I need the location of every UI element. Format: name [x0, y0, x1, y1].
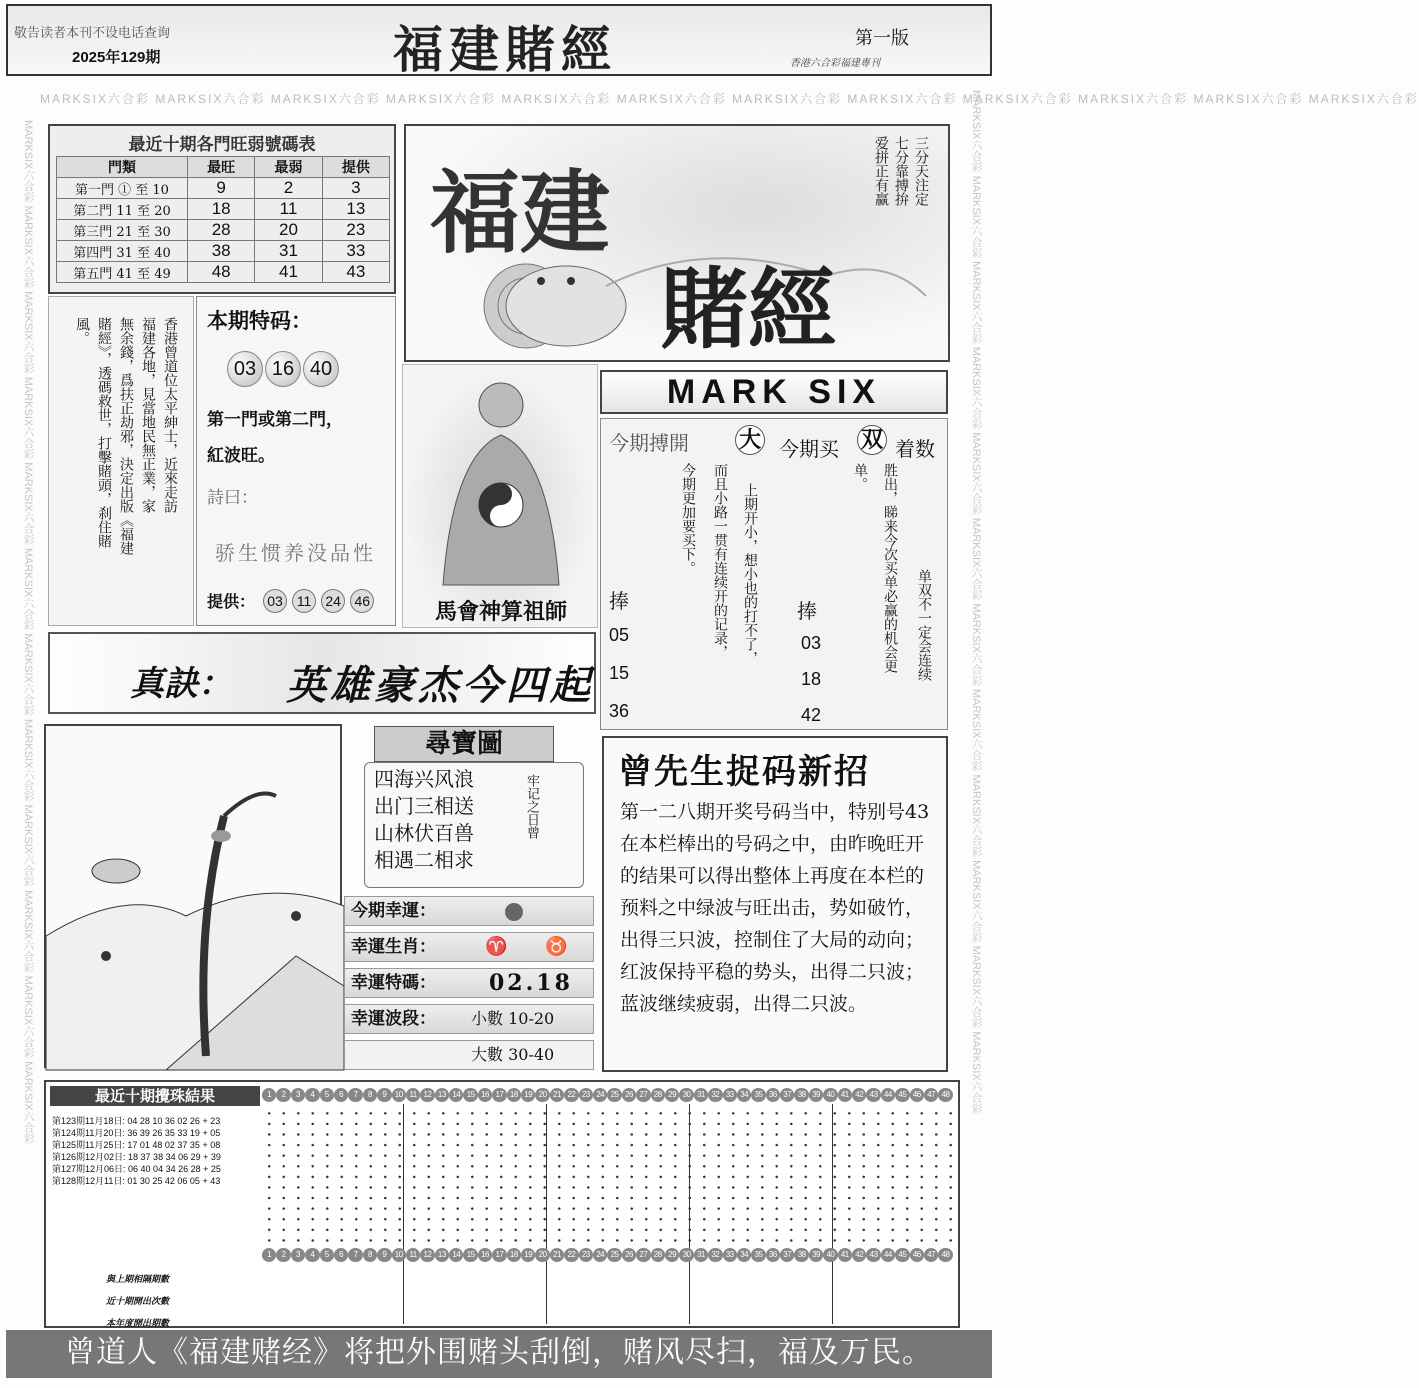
- treasure-title: 尋寶圖: [374, 726, 554, 762]
- number-circle: 8: [363, 1088, 377, 1102]
- number-circle: 34: [737, 1088, 751, 1102]
- number-circle: 37: [780, 1248, 794, 1262]
- number-circle: 25: [607, 1088, 621, 1102]
- number-circle: 22: [564, 1088, 578, 1102]
- number-circle: 4: [305, 1248, 319, 1262]
- cell-offer: 43: [322, 262, 389, 283]
- number-circle: 9: [377, 1248, 391, 1262]
- sage-figure: [403, 365, 599, 595]
- number-circle: 16: [478, 1248, 492, 1262]
- special-code-panel: [196, 296, 396, 626]
- draw-record: 第125期11月25日: 17 01 48 02 37 35 + 08: [52, 1140, 221, 1150]
- number-circle: 24: [593, 1088, 607, 1102]
- lucky-color-label: 今期幸運：: [351, 901, 436, 921]
- lucky-row: [344, 968, 594, 998]
- cell-type: 第三門 21 至 30: [57, 220, 188, 241]
- watermark-right: MARKSIX六合彩 MARKSIX六合彩 MARKSIX六合彩 MARKSIX六合彩 MARKSIX六合彩 MARKSIX六合彩 MARKSIX六合彩 MARKSIX六合彩 MARKSIX六合彩 MARKSIX六合彩 MARKSIX六合彩 MARKSIX六合彩: [970, 90, 982, 1114]
- table-row: [57, 199, 390, 220]
- draw-title: 最近十期攪珠結果: [50, 1086, 260, 1106]
- goat-icon: ♈: [485, 936, 508, 957]
- intro-line-3: 無余錢，爲扶正劫邪，決定出版《福建: [118, 317, 134, 555]
- poem-line: 山林伏百兽: [374, 821, 474, 845]
- header-hot: 最旺: [188, 157, 255, 178]
- mr-zeng-panel: [602, 736, 948, 1072]
- masthead-subtitle: 香港六合彩福建專刊: [790, 58, 880, 69]
- draw-record: 第127期12月06日: 06 40 04 34 26 28 + 25: [52, 1164, 221, 1174]
- cell-cold: 20: [255, 220, 322, 241]
- number-ball: 16: [265, 351, 301, 387]
- header-type: 門類: [57, 157, 188, 178]
- number-circle: 4: [305, 1088, 319, 1102]
- formula-label: 真訣：: [130, 664, 232, 704]
- number-circle: 33: [723, 1248, 737, 1262]
- number-circle: 36: [766, 1248, 780, 1262]
- number-circle: 31: [694, 1248, 708, 1262]
- edition-label: 第一版: [855, 28, 909, 49]
- draw-record: 第128期12月11日: 01 30 25 42 06 05 + 43: [52, 1176, 221, 1186]
- bet-even-num: 42: [801, 705, 822, 725]
- cell-offer: 33: [322, 241, 389, 262]
- number-circle: 9: [377, 1088, 391, 1102]
- landscape-illustration: [46, 726, 344, 1070]
- number-circle: 6: [334, 1088, 348, 1102]
- issue-number: 2025年129期: [72, 49, 161, 66]
- number-circle: 16: [478, 1088, 492, 1102]
- slogan-3: 爱拼正有赢: [873, 136, 889, 206]
- number-circle: 43: [866, 1088, 880, 1102]
- number-circle: 26: [622, 1088, 636, 1102]
- cell-offer: 13: [322, 199, 389, 220]
- number-circle: 30: [679, 1248, 693, 1262]
- number-circle: 18: [507, 1088, 521, 1102]
- number-circle: 44: [881, 1248, 895, 1262]
- draw-record: 第126期12月02日: 18 37 38 34 06 29 + 39: [52, 1152, 221, 1162]
- number-circle: 28: [651, 1248, 665, 1262]
- number-circle: 47: [924, 1248, 938, 1262]
- number-circle: 2: [276, 1248, 290, 1262]
- intro-line-5: 風。: [74, 317, 90, 345]
- number-circle: 7: [348, 1248, 362, 1262]
- lucky-panel: [344, 896, 594, 1068]
- number-circle: 41: [838, 1088, 852, 1102]
- grid-divider: [403, 1104, 404, 1324]
- footer-banner: 曾道人《福建赌经》将把外围赌头刮倒，赌风尽扫，福及万民。: [6, 1330, 992, 1378]
- treasure-map-panel: [344, 724, 594, 892]
- cell-hot: 28: [188, 220, 255, 241]
- number-circle: 24: [593, 1248, 607, 1262]
- number-circle: 42: [852, 1248, 866, 1262]
- draw-results-panel: [44, 1080, 960, 1328]
- number-circle: 30: [679, 1088, 693, 1102]
- poem-label: 詩曰：: [207, 488, 258, 508]
- cell-type: 第二門 11 至 20: [57, 199, 188, 220]
- bet-big-text-1: 上期开小，想小也的打不了，: [742, 483, 758, 665]
- offer-ball: 46: [350, 589, 374, 613]
- bet-big-num: 05: [609, 625, 630, 645]
- number-circle: 40: [823, 1088, 837, 1102]
- grid-divider: [832, 1104, 833, 1324]
- hot-cold-table: [48, 124, 396, 294]
- cell-cold: 31: [255, 241, 322, 262]
- number-ball: 03: [227, 351, 263, 387]
- number-circle: 29: [665, 1088, 679, 1102]
- number-circle: 33: [723, 1088, 737, 1102]
- cell-cold: 41: [255, 262, 322, 283]
- grid-divider: [689, 1104, 690, 1324]
- number-circle: 44: [881, 1088, 895, 1102]
- table-row: [57, 178, 390, 199]
- lucky-color-dot: [505, 903, 523, 921]
- big-mark: 大: [735, 425, 765, 455]
- bet-even-text-2: 单。: [852, 463, 868, 491]
- number-circle: 14: [449, 1248, 463, 1262]
- number-circle: 5: [320, 1088, 334, 1102]
- stat-label: 近十期開出次數: [106, 1297, 170, 1307]
- number-circle: 22: [564, 1248, 578, 1262]
- lucky-row: [344, 1040, 594, 1070]
- secret-formula-banner: [48, 632, 596, 714]
- sage-illustration: [402, 364, 598, 628]
- number-circle: 18: [507, 1248, 521, 1262]
- lucky-code-label: 幸運特碼：: [351, 973, 436, 993]
- formula-text: 英雄豪杰今四起: [286, 662, 594, 709]
- number-circle: 27: [636, 1248, 650, 1262]
- draw-record: 第124期11月20日: 36 39 26 35 33 19 + 05: [52, 1128, 221, 1138]
- poem-line: 出门三相送: [374, 794, 474, 818]
- number-circle: 40: [823, 1248, 837, 1262]
- number-header-bottom: [262, 1248, 953, 1264]
- bet-big-text-3: 今期更加要买下。: [680, 463, 696, 575]
- cell-cold: 2: [255, 178, 322, 199]
- bet-even-text-1: 单双不一定会连续: [916, 569, 932, 681]
- bet-even-title-b: 着数: [895, 437, 935, 461]
- special-title: 本期特码：: [207, 308, 312, 333]
- cell-offer: 3: [322, 178, 389, 199]
- number-circle: 3: [291, 1248, 305, 1262]
- offer-balls: [263, 589, 374, 613]
- number-circle: 5: [320, 1248, 334, 1262]
- draw-dot-grid: [262, 1108, 958, 1248]
- number-circle: 12: [420, 1088, 434, 1102]
- bet-even-title-a: 今期买: [779, 437, 839, 461]
- poem-line: 相遇二相求: [374, 848, 474, 872]
- header-cold: 最弱: [255, 157, 322, 178]
- lucky-range-small: 小數 10-20: [471, 1009, 555, 1028]
- table-title: 最近十期各門旺弱號碼表: [128, 135, 316, 155]
- intro-line-2: 福建各地，見當地民無正業，家: [140, 317, 156, 513]
- sage-caption: 馬會神算祖師: [434, 599, 567, 625]
- number-circle: 11: [406, 1248, 420, 1262]
- offer-label: 提供：: [207, 592, 256, 611]
- cell-hot: 9: [188, 178, 255, 199]
- even-mark: 双: [857, 425, 887, 455]
- lucky-zodiac-label: 幸運生肖：: [351, 937, 436, 957]
- bet-even-label: 捧: [797, 599, 817, 623]
- intro-line-1: 香港曾道位太平紳士，近來走訪: [162, 317, 178, 513]
- stat-label: 本年度開出期數: [106, 1319, 170, 1329]
- number-circle: 11: [406, 1088, 420, 1102]
- number-circle: 10: [392, 1248, 406, 1262]
- number-circle: 17: [492, 1248, 506, 1262]
- number-circle: 2: [276, 1088, 290, 1102]
- reader-notice: 敬告读者本刊不设电话查询: [14, 26, 171, 41]
- number-circle: 3: [291, 1088, 305, 1102]
- number-circle: 38: [794, 1088, 808, 1102]
- number-circle: 15: [463, 1248, 477, 1262]
- number-circle: 23: [579, 1248, 593, 1262]
- logo-text-fujian: 福建: [430, 160, 610, 266]
- logo-text-dujing: 賭經: [660, 257, 837, 361]
- poem-line: 四海兴风浪: [374, 767, 474, 791]
- number-circle: 34: [737, 1248, 751, 1262]
- offer-ball: 03: [263, 589, 287, 613]
- bets-panel: [600, 418, 948, 730]
- header-offer: 提供: [322, 157, 389, 178]
- number-circle: 19: [521, 1248, 535, 1262]
- cell-hot: 18: [188, 199, 255, 220]
- bet-big-num: 36: [609, 701, 630, 721]
- table-row: [57, 241, 390, 262]
- cell-offer: 23: [322, 220, 389, 241]
- number-ball: 40: [303, 351, 339, 387]
- lucky-row: [344, 896, 594, 926]
- number-table: [56, 156, 390, 283]
- number-circle: 39: [809, 1248, 823, 1262]
- bet-big-label: 捧: [609, 589, 629, 613]
- number-circle: 20: [535, 1088, 549, 1102]
- special-line-1: 第一門或第二門，: [207, 410, 343, 430]
- number-circle: 7: [348, 1088, 362, 1102]
- special-line-2: 紅波旺。: [207, 446, 275, 466]
- number-circle: 46: [910, 1248, 924, 1262]
- number-circle: 35: [751, 1088, 765, 1102]
- riddle-picture: [44, 724, 342, 1068]
- intro-column: [48, 296, 194, 626]
- number-circle: 20: [535, 1248, 549, 1262]
- table-row: [57, 220, 390, 241]
- number-circle: 25: [607, 1248, 621, 1262]
- marksix-logo: MARK SIX: [600, 370, 948, 414]
- number-circle: 41: [838, 1248, 852, 1262]
- number-circle: 42: [852, 1088, 866, 1102]
- number-circle: 45: [895, 1088, 909, 1102]
- draw-record: 第123期11月18日: 04 28 10 36 02 26 + 23: [52, 1116, 221, 1126]
- number-circle: 1: [262, 1088, 276, 1102]
- number-circle: 15: [463, 1088, 477, 1102]
- masthead-title: 福建賭經: [393, 20, 617, 79]
- cell-hot: 48: [188, 262, 255, 283]
- lucky-row: [344, 932, 594, 962]
- offer-ball: 11: [292, 589, 316, 613]
- grid-divider: [546, 1104, 547, 1324]
- number-circle: 6: [334, 1248, 348, 1262]
- lucky-range-big: 大數 30-40: [471, 1045, 555, 1064]
- number-circle: 27: [636, 1088, 650, 1102]
- cell-type: 第一門 ① 至 10: [57, 178, 188, 199]
- rooster-icon: ♉: [545, 936, 568, 957]
- cell-type: 第五門 41 至 49: [57, 262, 188, 283]
- stat-label: 與上期相隔期數: [106, 1275, 170, 1285]
- bet-big-title: 今期搏開: [609, 431, 689, 455]
- number-circle: 47: [924, 1088, 938, 1102]
- number-circle: 37: [780, 1088, 794, 1102]
- lucky-code-value: 02.18: [489, 970, 573, 996]
- bet-big-num: 15: [609, 663, 630, 683]
- zeng-body: 第一二八期开奖号码当中，特别号43在本栏棒出的号码之中，由昨晚旺开的结果可以得出整体上再度在本栏的预料之中绿波与旺出击，势如破竹，出得三只波，控制住了大局的动向；红波保持平稳的势头，出得二只波；蓝波继续疲弱，出得二只波。: [620, 801, 930, 1015]
- number-circle: 21: [550, 1248, 564, 1262]
- number-circle: 21: [550, 1088, 564, 1102]
- table-row: [57, 262, 390, 283]
- number-circle: 19: [521, 1088, 535, 1102]
- number-circle: 43: [866, 1248, 880, 1262]
- number-circle: 28: [651, 1088, 665, 1102]
- number-header-top: [262, 1088, 953, 1104]
- watermark-left: MARKSIX六合彩 MARKSIX六合彩 MARKSIX六合彩 MARKSIX六合彩 MARKSIX六合彩 MARKSIX六合彩 MARKSIX六合彩 MARKSIX六合彩 MARKSIX六合彩 MARKSIX六合彩 MARKSIX六合彩 MARKSIX六合彩: [22, 120, 34, 1144]
- number-circle: 48: [938, 1088, 952, 1102]
- number-circle: 32: [708, 1248, 722, 1262]
- number-circle: 46: [910, 1088, 924, 1102]
- bet-even-num: 18: [801, 669, 822, 689]
- number-circle: 26: [622, 1248, 636, 1262]
- number-circle: 13: [435, 1248, 449, 1262]
- number-circle: 38: [794, 1248, 808, 1262]
- watermark-strip: MARKSIX六合彩 MARKSIX六合彩 MARKSIX六合彩 MARKSIX六合彩 MARKSIX六合彩 MARKSIX六合彩 MARKSIX六合彩 MARKSIX六合彩 MARKSIX六合彩 MARKSIX六合彩 MARKSIX六合彩 MARKSIX六合彩: [40, 92, 1419, 106]
- treasure-poem: [374, 766, 474, 874]
- poem-text: 骄生惯养没品性: [215, 541, 376, 565]
- number-circle: 36: [766, 1088, 780, 1102]
- slogan-2: 七分靠搏拚: [893, 136, 909, 206]
- lucky-row: [344, 1004, 594, 1034]
- number-circle: 32: [708, 1088, 722, 1102]
- special-balls: [227, 351, 341, 387]
- offer-ball: 24: [321, 589, 345, 613]
- number-circle: 48: [938, 1248, 952, 1262]
- treasure-note: 牢记之日曾: [524, 774, 539, 839]
- bet-even-text-3: 胜出，睇来今次买单必赢的机会更: [882, 463, 898, 673]
- number-circle: 14: [449, 1088, 463, 1102]
- number-circle: 39: [809, 1088, 823, 1102]
- bet-even-num: 03: [801, 633, 822, 653]
- number-circle: 8: [363, 1248, 377, 1262]
- number-circle: 17: [492, 1088, 506, 1102]
- number-circle: 12: [420, 1248, 434, 1262]
- bet-big-text-2: 而且小路一贯有连续开的记录，: [712, 463, 728, 659]
- cell-hot: 38: [188, 241, 255, 262]
- lucky-range-label: 幸運波段：: [351, 1009, 436, 1029]
- intro-line-4: 賭經》，透碼救世，打擊賭頭，刹住賭: [96, 317, 112, 548]
- number-circle: 23: [579, 1088, 593, 1102]
- number-circle: 35: [751, 1248, 765, 1262]
- cell-cold: 11: [255, 199, 322, 220]
- number-circle: 45: [895, 1248, 909, 1262]
- number-circle: 13: [435, 1088, 449, 1102]
- number-circle: 31: [694, 1088, 708, 1102]
- zeng-title: 曾先生捉码新招: [618, 752, 870, 792]
- number-circle: 1: [262, 1248, 276, 1262]
- number-circle: 10: [392, 1088, 406, 1102]
- number-circle: 29: [665, 1248, 679, 1262]
- cell-type: 第四門 31 至 40: [57, 241, 188, 262]
- slogan-1: 三分天注定: [913, 136, 929, 206]
